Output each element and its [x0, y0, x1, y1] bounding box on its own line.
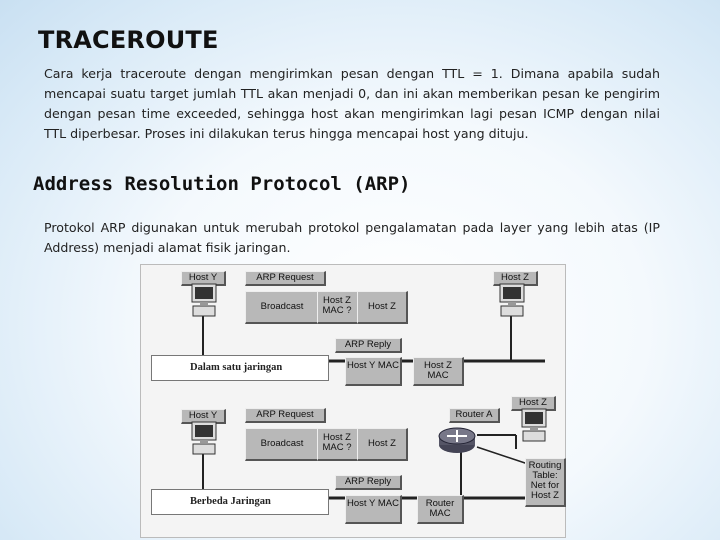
host-z-field-2: Host Z [357, 428, 408, 461]
router-icon [437, 425, 477, 455]
host-z-tag-2: Host Z [511, 396, 556, 411]
host-z-mac-query-field-2: Host Z MAC ? [317, 428, 360, 461]
host-z-computer-icon [499, 283, 525, 319]
different-network-label: Berbeda Jaringan [151, 489, 329, 515]
arp-reply-tag-2: ARP Reply [335, 475, 402, 490]
arp-diagram [140, 264, 566, 538]
host-y-tag-2: Host Y [181, 409, 226, 424]
broadcast-field-2: Broadcast [245, 428, 320, 461]
arp-reply-tag: ARP Reply [335, 338, 402, 353]
router-a-tag: Router A [449, 408, 500, 423]
page-title: TRACEROUTE [38, 26, 219, 54]
host-y-mac-field: Host Y MAC [345, 357, 402, 386]
host-y-computer-icon [191, 283, 217, 319]
traceroute-paragraph: Cara kerja traceroute dengan mengirimkan pesan dengan TTL = 1. Dimana apabila sudah mencapai suatu target jumlah TTL akan menjadi 0, dan ini akan memberikan pesan ke pengirim dengan pesan time exceeded, sehingga host akan mengirimkan lagi pesan ICMP dengan nilai TTL diperbesar. Proses ini dilakukan terus hingga mencapai host yang dituju. [44, 66, 660, 141]
section-title: Address Resolution Protocol (ARP) [33, 173, 411, 195]
host-z-mac-query-field: Host Z MAC ? [317, 291, 360, 324]
host-z-mac-field: Host Z MAC [413, 357, 464, 386]
same-network-label: Dalam satu jaringan [151, 355, 329, 381]
arp-request-tag-2: ARP Request [245, 408, 326, 423]
arp-request-tag: ARP Request [245, 271, 326, 286]
host-y-mac-field-2: Host Y MAC [345, 495, 402, 524]
host-z-tag: Host Z [493, 271, 538, 286]
host-y-computer-icon-2 [191, 421, 217, 457]
broadcast-field: Broadcast [245, 291, 320, 324]
arp-paragraph: Protokol ARP digunakan untuk merubah protokol pengalamatan pada layer yang lebih atas (IP Address) menjadi alamat fisik jaringan. [44, 220, 660, 255]
routing-table-box: Routing Table: Net for Host Z [525, 458, 566, 507]
host-z-computer-icon-2 [521, 408, 547, 444]
host-z-field: Host Z [357, 291, 408, 324]
host-y-tag: Host Y [181, 271, 226, 286]
router-mac-field: Router MAC [417, 495, 464, 524]
